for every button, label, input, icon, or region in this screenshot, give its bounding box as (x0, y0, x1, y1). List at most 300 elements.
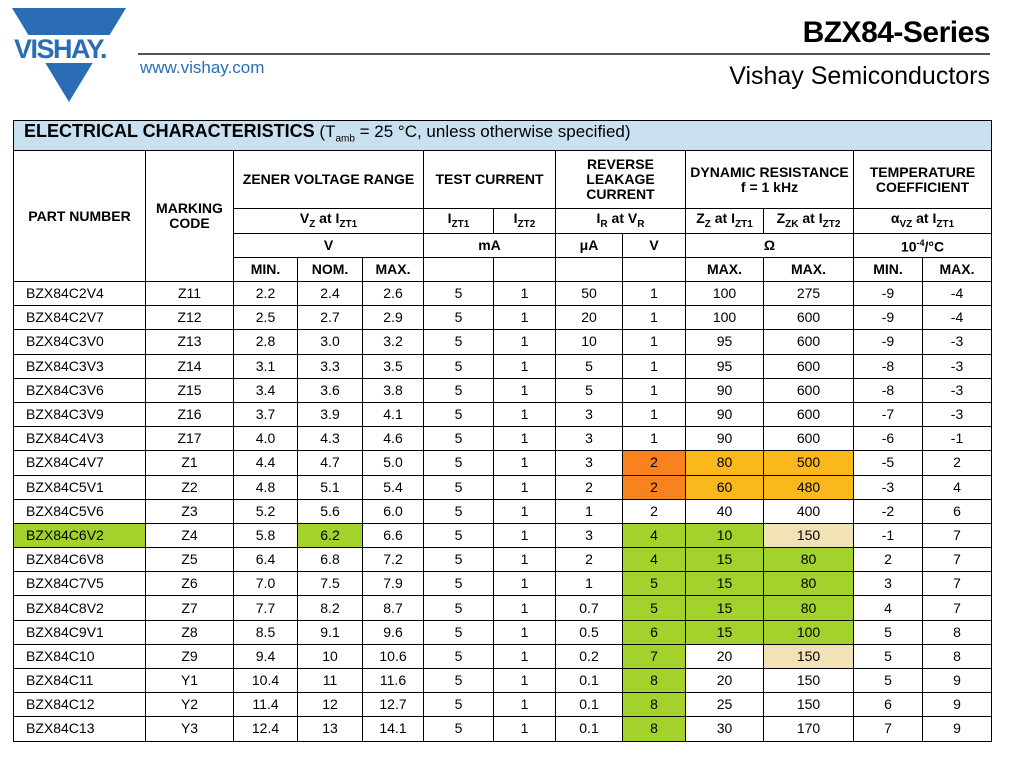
cell-izt2: 1 (494, 378, 556, 402)
cell-zz-max: 30 (686, 717, 764, 741)
cell-marking-code: Z11 (146, 282, 234, 306)
cell-zz-max: 100 (686, 282, 764, 306)
cell-zzk-max: 600 (764, 330, 854, 354)
cell-izt2: 1 (494, 693, 556, 717)
cell-vz-min: 3.4 (234, 378, 298, 402)
svg-text:VISHAY.: VISHAY. (14, 34, 107, 64)
cell-vz-max: 9.6 (363, 620, 424, 644)
table-title: ELECTRICAL CHARACTERISTICS ($T_{amb} = 25$ °C, unless otherwise specified) (14, 121, 992, 151)
cell-vz-max: 11.6 (363, 669, 424, 693)
cell-vz-nom: 12 (298, 693, 363, 717)
cell-ir: 2 (556, 548, 623, 572)
cell-vz-nom: 9.1 (298, 620, 363, 644)
cell-vr: 8 (623, 693, 686, 717)
cell-izt2: 1 (494, 306, 556, 330)
table-row (14, 427, 992, 451)
cell-vz-min: 7.7 (234, 596, 298, 620)
cell-zz-max: 60 (686, 475, 764, 499)
cell-tc-min: -5 (854, 451, 923, 475)
cell-izt1: 5 (424, 282, 494, 306)
unit-temp-coeff: $10^{-4}/^\circ C$ (854, 234, 992, 258)
cell-izt2: 1 (494, 669, 556, 693)
cell-vz-nom: 3.6 (298, 378, 363, 402)
cell-part-number: BZX84C9V1 (14, 620, 146, 644)
cell-vz-nom: 5.1 (298, 475, 363, 499)
cell-tc-min: 2 (854, 548, 923, 572)
cell-zz-max: 20 (686, 669, 764, 693)
cell-ir: 3 (556, 523, 623, 547)
cell-vr: 1 (623, 354, 686, 378)
cell-marking-code: Z13 (146, 330, 234, 354)
cell-zzk-max: 600 (764, 402, 854, 426)
header-tc-min: MIN. (854, 258, 923, 282)
cell-izt1: 5 (424, 717, 494, 741)
cell-tc-max: 9 (923, 693, 992, 717)
cell-izt1: 5 (424, 475, 494, 499)
header-vz-nom: NOM. (298, 258, 363, 282)
cell-tc-min: 3 (854, 572, 923, 596)
cell-marking-code: Z2 (146, 475, 234, 499)
cell-zz-max: 15 (686, 548, 764, 572)
cell-vz-max: 3.2 (363, 330, 424, 354)
cell-vz-nom: 2.7 (298, 306, 363, 330)
cell-part-number: BZX84C5V6 (14, 499, 146, 523)
cell-zz-max: 15 (686, 620, 764, 644)
cell-part-number: BZX84C12 (14, 693, 146, 717)
table-row (14, 499, 992, 523)
header-marking-code: MARKING CODE (146, 151, 234, 282)
cell-tc-max: -4 (923, 306, 992, 330)
cell-ir: 5 (556, 378, 623, 402)
cell-vz-max: 8.7 (363, 596, 424, 620)
cell-part-number: BZX84C3V6 (14, 378, 146, 402)
cell-part-number: BZX84C6V8 (14, 548, 146, 572)
cell-tc-min: -9 (854, 282, 923, 306)
header-test-current: TEST CURRENT (424, 151, 556, 209)
table-row (14, 282, 992, 306)
cell-izt1: 5 (424, 644, 494, 668)
cell-vz-min: 5.2 (234, 499, 298, 523)
vishay-url-link[interactable]: www.vishay.com (140, 58, 265, 77)
cell-zzk-max: 150 (764, 644, 854, 668)
cell-zzk-max: 600 (764, 378, 854, 402)
cell-vz-min: 8.5 (234, 620, 298, 644)
cell-ir: 3 (556, 451, 623, 475)
table-row (14, 523, 992, 547)
cell-vz-min: 2.5 (234, 306, 298, 330)
cell-izt2: 1 (494, 548, 556, 572)
cell-ir: 0.1 (556, 717, 623, 741)
cell-izt1: 5 (424, 378, 494, 402)
cell-izt2: 1 (494, 330, 556, 354)
cell-tc-max: -3 (923, 402, 992, 426)
cell-zz-max: 90 (686, 402, 764, 426)
cell-vz-min: 7.0 (234, 572, 298, 596)
cell-tc-max: -4 (923, 282, 992, 306)
cell-vz-min: 4.0 (234, 427, 298, 451)
header-zz-max: MAX. (686, 258, 764, 282)
cell-izt1: 5 (424, 330, 494, 354)
cell-marking-code: Z5 (146, 548, 234, 572)
cell-part-number: BZX84C11 (14, 669, 146, 693)
cell-marking-code: Z17 (146, 427, 234, 451)
header-vz-min: MIN. (234, 258, 298, 282)
cell-izt1: 5 (424, 523, 494, 547)
cell-izt1: 5 (424, 548, 494, 572)
header-alpha-vz: $\alpha_{VZ}$ at $I_{ZT1}$ (854, 209, 992, 234)
cell-ir: 0.1 (556, 693, 623, 717)
cell-tc-min: -6 (854, 427, 923, 451)
cell-ir: 50 (556, 282, 623, 306)
cell-izt2: 1 (494, 499, 556, 523)
cell-tc-max: 7 (923, 596, 992, 620)
cell-vz-max: 12.7 (363, 693, 424, 717)
cell-zz-max: 40 (686, 499, 764, 523)
cell-part-number: BZX84C3V3 (14, 354, 146, 378)
cell-vz-min: 10.4 (234, 669, 298, 693)
cell-marking-code: Z16 (146, 402, 234, 426)
cell-vz-min: 9.4 (234, 644, 298, 668)
cell-vz-max: 4.6 (363, 427, 424, 451)
unit-microamps: μA (556, 234, 623, 258)
cell-zzk-max: 500 (764, 451, 854, 475)
header-divider (138, 53, 990, 55)
table-row (14, 354, 992, 378)
cell-vz-max: 3.5 (363, 354, 424, 378)
cell-zzk-max: 400 (764, 499, 854, 523)
cell-tc-min: -1 (854, 523, 923, 547)
cell-zzk-max: 600 (764, 354, 854, 378)
cell-vz-min: 2.2 (234, 282, 298, 306)
cell-marking-code: Z15 (146, 378, 234, 402)
cell-marking-code: Z14 (146, 354, 234, 378)
cell-tc-max: 7 (923, 523, 992, 547)
cell-tc-max: -3 (923, 354, 992, 378)
unit-milliamps: mA (424, 234, 556, 258)
cell-vz-nom: 7.5 (298, 572, 363, 596)
cell-izt1: 5 (424, 354, 494, 378)
cell-zzk-max: 170 (764, 717, 854, 741)
cell-vz-nom: 4.7 (298, 451, 363, 475)
cell-tc-min: 6 (854, 693, 923, 717)
table-row (14, 306, 992, 330)
cell-ir: 1 (556, 499, 623, 523)
cell-zzk-max: 150 (764, 523, 854, 547)
cell-zz-max: 10 (686, 523, 764, 547)
cell-tc-max: 6 (923, 499, 992, 523)
cell-marking-code: Z9 (146, 644, 234, 668)
cell-izt2: 1 (494, 620, 556, 644)
cell-izt1: 5 (424, 499, 494, 523)
cell-vz-max: 3.8 (363, 378, 424, 402)
cell-izt2: 1 (494, 475, 556, 499)
cell-vz-nom: 2.4 (298, 282, 363, 306)
cell-vr: 4 (623, 523, 686, 547)
cell-izt2: 1 (494, 282, 556, 306)
header-izt1: $I_{ZT1}$ (424, 209, 494, 234)
table-row (14, 596, 992, 620)
cell-zz-max: 15 (686, 596, 764, 620)
table-row (14, 475, 992, 499)
cell-zz-max: 95 (686, 354, 764, 378)
cell-ir: 0.5 (556, 620, 623, 644)
cell-izt2: 1 (494, 523, 556, 547)
cell-vz-min: 2.8 (234, 330, 298, 354)
table-row (14, 644, 992, 668)
cell-izt1: 5 (424, 669, 494, 693)
cell-vz-min: 11.4 (234, 693, 298, 717)
cell-ir: 0.1 (556, 669, 623, 693)
electrical-characteristics-table (13, 120, 992, 742)
cell-vz-nom: 10 (298, 644, 363, 668)
cell-tc-max: -1 (923, 427, 992, 451)
cell-tc-min: 4 (854, 596, 923, 620)
cell-vr: 8 (623, 669, 686, 693)
table-row (14, 669, 992, 693)
cell-marking-code: Y2 (146, 693, 234, 717)
cell-vz-max: 2.9 (363, 306, 424, 330)
cell-marking-code: Z4 (146, 523, 234, 547)
cell-izt1: 5 (424, 427, 494, 451)
cell-part-number: BZX84C13 (14, 717, 146, 741)
cell-vz-min: 3.1 (234, 354, 298, 378)
header-part-number: PART NUMBER (14, 151, 146, 282)
cell-vr: 8 (623, 717, 686, 741)
cell-zz-max: 90 (686, 378, 764, 402)
document-subtitle: Vishay Semiconductors (729, 62, 990, 90)
cell-ir: 3 (556, 427, 623, 451)
cell-part-number: BZX84C4V3 (14, 427, 146, 451)
cell-tc-min: -8 (854, 354, 923, 378)
cell-vr: 7 (623, 644, 686, 668)
table-row (14, 572, 992, 596)
cell-vz-min: 3.7 (234, 402, 298, 426)
header-vz-at-izt1: $V_Z$ at $I_{ZT1}$ (234, 209, 424, 234)
header-zener-voltage: ZENER VOLTAGE RANGE (234, 151, 424, 209)
cell-zzk-max: 80 (764, 572, 854, 596)
cell-zzk-max: 80 (764, 548, 854, 572)
cell-tc-min: 5 (854, 644, 923, 668)
cell-izt1: 5 (424, 572, 494, 596)
cell-vz-min: 6.4 (234, 548, 298, 572)
header-vz-max: MAX. (363, 258, 424, 282)
cell-marking-code: Z1 (146, 451, 234, 475)
cell-vz-max: 6.6 (363, 523, 424, 547)
cell-izt1: 5 (424, 693, 494, 717)
cell-vr: 1 (623, 402, 686, 426)
cell-vz-nom: 6.2 (298, 523, 363, 547)
unit-volts: V (234, 234, 424, 258)
cell-vr: 1 (623, 306, 686, 330)
cell-marking-code: Z3 (146, 499, 234, 523)
cell-vz-min: 4.4 (234, 451, 298, 475)
header-temp-coefficient: TEMPERATURE COEFFICIENT (854, 151, 992, 209)
cell-part-number: BZX84C3V0 (14, 330, 146, 354)
cell-vz-nom: 3.0 (298, 330, 363, 354)
cell-vr: 1 (623, 330, 686, 354)
cell-marking-code: Z8 (146, 620, 234, 644)
cell-tc-max: 4 (923, 475, 992, 499)
cell-zz-max: 15 (686, 572, 764, 596)
cell-tc-max: 7 (923, 548, 992, 572)
cell-izt1: 5 (424, 596, 494, 620)
cell-vr: 2 (623, 475, 686, 499)
cell-izt1: 5 (424, 306, 494, 330)
header-ir-at-vr: $I_R$ at $V_R$ (556, 209, 686, 234)
cell-zzk-max: 80 (764, 596, 854, 620)
cell-vz-max: 10.6 (363, 644, 424, 668)
document-title: BZX84-Series (802, 16, 990, 49)
cell-izt2: 1 (494, 451, 556, 475)
unit-ohms: Ω (686, 234, 854, 258)
cell-marking-code: Z7 (146, 596, 234, 620)
cell-tc-min: 7 (854, 717, 923, 741)
vishay-logo (12, 8, 132, 104)
cell-marking-code: Y1 (146, 669, 234, 693)
cell-tc-max: 9 (923, 669, 992, 693)
cell-tc-min: -9 (854, 330, 923, 354)
cell-ir: 0.2 (556, 644, 623, 668)
cell-izt2: 1 (494, 427, 556, 451)
header-zzk-max: MAX. (764, 258, 854, 282)
cell-zzk-max: 150 (764, 693, 854, 717)
header-zzk-at-izt2: $Z_{ZK}$ at $I_{ZT2}$ (764, 209, 854, 234)
cell-tc-min: 5 (854, 669, 923, 693)
cell-tc-max: 7 (923, 572, 992, 596)
cell-vz-max: 6.0 (363, 499, 424, 523)
table-row (14, 717, 992, 741)
cell-tc-min: -7 (854, 402, 923, 426)
cell-marking-code: Z12 (146, 306, 234, 330)
cell-vr: 1 (623, 427, 686, 451)
cell-vz-nom: 8.2 (298, 596, 363, 620)
cell-vr: 2 (623, 499, 686, 523)
cell-tc-max: 8 (923, 620, 992, 644)
cell-izt2: 1 (494, 596, 556, 620)
cell-izt1: 5 (424, 402, 494, 426)
cell-vz-min: 5.8 (234, 523, 298, 547)
cell-ir: 10 (556, 330, 623, 354)
cell-tc-min: 5 (854, 620, 923, 644)
cell-ir: 2 (556, 475, 623, 499)
cell-vz-nom: 11 (298, 669, 363, 693)
cell-zz-max: 100 (686, 306, 764, 330)
header-tc-max: MAX. (923, 258, 992, 282)
cell-vz-min: 12.4 (234, 717, 298, 741)
cell-vz-min: 4.8 (234, 475, 298, 499)
cell-ir: 1 (556, 572, 623, 596)
cell-part-number: BZX84C5V1 (14, 475, 146, 499)
header-reverse-leakage: REVERSE LEAKAGE CURRENT (556, 151, 686, 209)
cell-part-number: BZX84C2V7 (14, 306, 146, 330)
header-dynamic-resistance: DYNAMIC RESISTANCE f = 1 kHz (686, 151, 854, 209)
cell-vz-nom: 4.3 (298, 427, 363, 451)
cell-part-number: BZX84C10 (14, 644, 146, 668)
cell-zz-max: 80 (686, 451, 764, 475)
cell-zzk-max: 480 (764, 475, 854, 499)
cell-zz-max: 25 (686, 693, 764, 717)
cell-part-number: BZX84C2V4 (14, 282, 146, 306)
unit-volts-vr: V (623, 234, 686, 258)
cell-vz-nom: 3.3 (298, 354, 363, 378)
cell-vz-max: 14.1 (363, 717, 424, 741)
cell-izt2: 1 (494, 402, 556, 426)
cell-part-number: BZX84C4V7 (14, 451, 146, 475)
cell-vr: 1 (623, 282, 686, 306)
cell-zzk-max: 600 (764, 306, 854, 330)
cell-tc-min: -2 (854, 499, 923, 523)
cell-zz-max: 90 (686, 427, 764, 451)
cell-zz-max: 95 (686, 330, 764, 354)
cell-vr: 2 (623, 451, 686, 475)
cell-izt2: 1 (494, 717, 556, 741)
cell-vr: 5 (623, 572, 686, 596)
cell-izt2: 1 (494, 644, 556, 668)
cell-izt2: 1 (494, 572, 556, 596)
cell-part-number: BZX84C6V2 (14, 523, 146, 547)
cell-zzk-max: 275 (764, 282, 854, 306)
cell-part-number: BZX84C3V9 (14, 402, 146, 426)
cell-vz-max: 5.4 (363, 475, 424, 499)
cell-vr: 4 (623, 548, 686, 572)
cell-zzk-max: 150 (764, 669, 854, 693)
cell-vr: 1 (623, 378, 686, 402)
cell-zzk-max: 100 (764, 620, 854, 644)
cell-marking-code: Y3 (146, 717, 234, 741)
cell-ir: 5 (556, 354, 623, 378)
cell-vz-max: 7.2 (363, 548, 424, 572)
table-row (14, 548, 992, 572)
cell-part-number: BZX84C7V5 (14, 572, 146, 596)
cell-izt1: 5 (424, 620, 494, 644)
cell-vz-nom: 5.6 (298, 499, 363, 523)
header-izt2: $I_{ZT2}$ (494, 209, 556, 234)
cell-vz-nom: 3.9 (298, 402, 363, 426)
cell-izt2: 1 (494, 354, 556, 378)
cell-tc-max: 2 (923, 451, 992, 475)
table-row (14, 330, 992, 354)
cell-tc-min: -9 (854, 306, 923, 330)
cell-izt1: 5 (424, 451, 494, 475)
cell-part-number: BZX84C8V2 (14, 596, 146, 620)
cell-vz-max: 5.0 (363, 451, 424, 475)
cell-vz-max: 7.9 (363, 572, 424, 596)
cell-vz-nom: 6.8 (298, 548, 363, 572)
cell-vr: 5 (623, 596, 686, 620)
cell-vz-nom: 13 (298, 717, 363, 741)
cell-tc-max: -3 (923, 330, 992, 354)
cell-tc-min: -8 (854, 378, 923, 402)
header-zz-at-izt1: $Z_Z$ at $I_{ZT1}$ (686, 209, 764, 234)
cell-tc-min: -3 (854, 475, 923, 499)
cell-tc-max: -3 (923, 378, 992, 402)
table-row (14, 402, 992, 426)
cell-tc-max: 8 (923, 644, 992, 668)
cell-vz-max: 2.6 (363, 282, 424, 306)
table-row (14, 693, 992, 717)
cell-vz-max: 4.1 (363, 402, 424, 426)
table-row (14, 620, 992, 644)
cell-tc-max: 9 (923, 717, 992, 741)
table-row (14, 378, 992, 402)
cell-marking-code: Z6 (146, 572, 234, 596)
cell-ir: 0.7 (556, 596, 623, 620)
cell-zzk-max: 600 (764, 427, 854, 451)
table-row (14, 451, 992, 475)
cell-vr: 6 (623, 620, 686, 644)
cell-ir: 20 (556, 306, 623, 330)
cell-zz-max: 20 (686, 644, 764, 668)
